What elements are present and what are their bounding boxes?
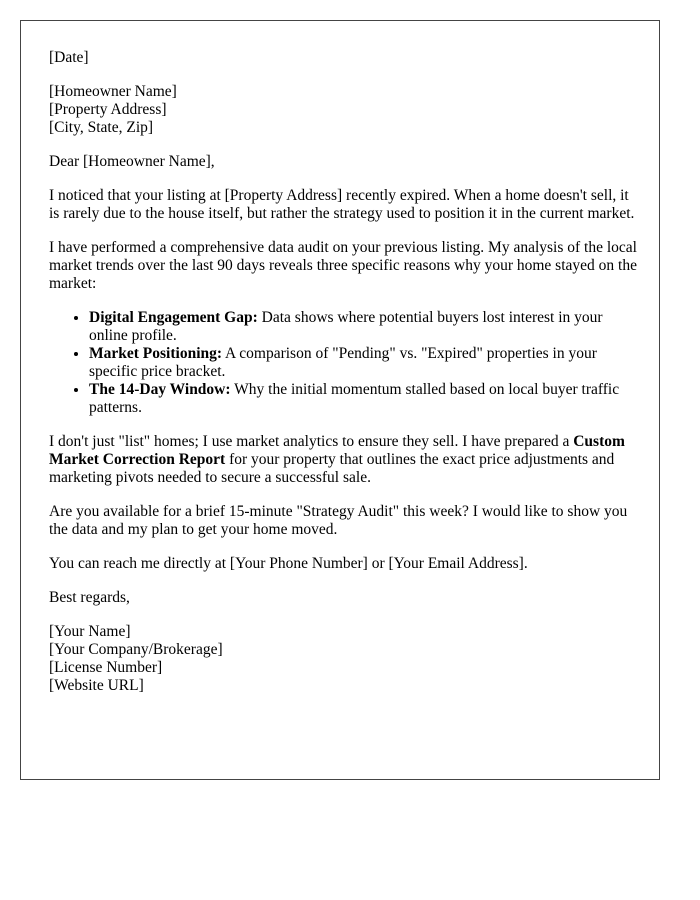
recipient-address: [Property Address]	[49, 101, 167, 118]
signature-block	[49, 623, 639, 695]
list-item-title: The 14-Day Window:	[89, 381, 231, 398]
list-item-text: A comparison of "Pending" vs. "Expired" properties in your specific price bracket.	[89, 345, 597, 380]
report-text-after: for your property that outlines the exact price adjustments and marketing pivots needed to secure a successful sale.	[49, 451, 615, 486]
list-item	[89, 381, 639, 417]
letter-date: [Date]	[49, 49, 89, 66]
list-item-title: Digital Engagement Gap:	[89, 309, 258, 326]
recipient-address-block	[49, 83, 639, 137]
signature-company: [Your Company/Brokerage]	[49, 641, 223, 658]
list-item	[89, 309, 639, 345]
signature-license: [License Number]	[49, 659, 163, 676]
salutation: Dear [Homeowner Name],	[49, 153, 215, 170]
list-item-text: Data shows where potential buyers lost interest in your online profile.	[89, 309, 603, 344]
paragraph-analysis: I have performed a comprehensive data audit on your previous listing. My analysis of the local market trends over the last 90 days reveals three specific reasons why your home stayed on the market:	[49, 239, 637, 292]
report-text-before: I don't just "list" homes; I use market analytics to ensure they sell. I have prepared a	[49, 433, 574, 450]
signature-website: [Website URL]	[49, 677, 144, 694]
paragraph-contact: You can reach me directly at [Your Phone Number] or [Your Email Address].	[49, 555, 528, 572]
reasons-list	[49, 309, 639, 417]
paragraph-intro: I noticed that your listing at [Property Address] recently expired. When a home doesn't sell, it is rarely due to the house itself, but rather the strategy used to position it in the current market.	[49, 187, 635, 222]
report-title: Custom Market Correction Report	[49, 433, 625, 468]
paragraph-meeting-request: Are you available for a brief 15-minute "Strategy Audit" this week? I would like to show you the data and my plan to get your home moved.	[49, 503, 628, 538]
list-item	[89, 345, 639, 381]
recipient-name: [Homeowner Name]	[49, 83, 177, 100]
signature-name: [Your Name]	[49, 623, 131, 640]
closing: Best regards,	[49, 589, 130, 606]
list-item-text: Why the initial momentum stalled based on local buyer traffic patterns.	[89, 381, 620, 416]
recipient-city-state-zip: [City, State, Zip]	[49, 119, 154, 136]
list-item-title: Market Positioning:	[89, 345, 223, 362]
letter-page	[20, 20, 660, 780]
paragraph-report	[49, 433, 639, 487]
